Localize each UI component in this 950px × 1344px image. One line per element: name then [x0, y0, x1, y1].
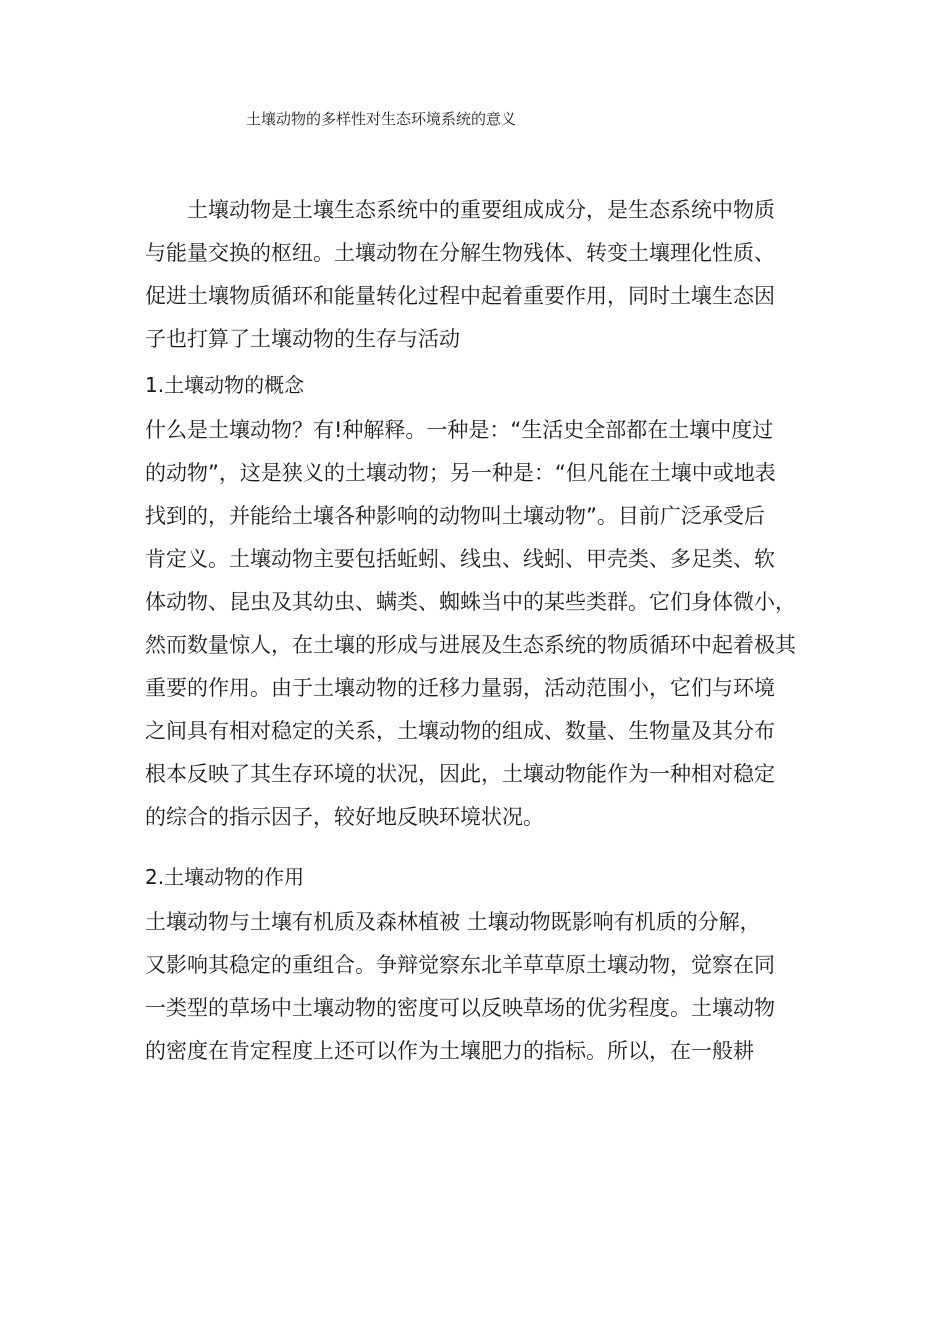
paragraph-line: 什么是土壤动物？有!种解释。一种是：“生活史全部都在土壤中度过 [145, 418, 774, 442]
paragraph-line: 子也打算了土壤动物的生存与活动 [145, 327, 460, 351]
section-1 [145, 364, 817, 839]
paragraph-line: 又影响其稳定的重组合。争辩觉察东北羊草草原土壤动物，觉察在同 [145, 953, 775, 977]
paragraph-line: 体动物、昆虫及其幼虫、螨类、蜘蛛当中的某些类群。它们身体微小， [145, 590, 796, 614]
paragraph-line: 促进土壤物质循环和能量转化过程中起着重要作用，同时土壤生态因 [145, 284, 775, 308]
paragraph-line: 根本反映了其生存环境的状况，因此，土壤动物能作为一种相对稳定 [145, 762, 775, 786]
paragraph-line: 与能量交换的枢纽。土壤动物在分解生物残体、转变土壤理化性质、 [145, 241, 775, 265]
paragraph-line: 土壤动物是土壤生态系统中的重要组成成分，是生态系统中物质 [187, 198, 775, 222]
document-title: 土壤动物的多样性对生态环境系统的意义 [246, 110, 517, 128]
paragraph-line: 然而数量惊人，在土壤的形成与进展及生态系统的物质循环中起着极其 [145, 633, 796, 657]
paragraph-line: 肯定义。土壤动物主要包括蚯蚓、线虫、线蚓、甲壳类、多足类、软 [145, 547, 775, 571]
section-1-heading: 1.土壤动物的概念 [145, 373, 305, 397]
paragraph-line: 一类型的草场中土壤动物的密度可以反映草场的优劣程度。土壤动物 [145, 996, 775, 1020]
paragraph-line: 的密度在肯定程度上还可以作为土壤肥力的指标。所以，在一般耕 [145, 1039, 754, 1063]
paragraph-line: 的动物”，这是狭义的土壤动物；另一种是：“但凡能在土壤中或地表 [145, 461, 776, 485]
paragraph-line: 重要的作用。由于土壤动物的迁移力量弱，活动范围小，它们与环境 [145, 676, 775, 700]
paragraph-line: 的综合的指示因子，较好地反映环境状况。 [145, 805, 544, 829]
intro-paragraph [145, 189, 817, 361]
paragraph-line: 找到的，并能给土壤各种影响的动物叫土壤动物”。目前广泛承受后 [145, 504, 765, 528]
section-2 [145, 856, 817, 1073]
paragraph-line: 之间具有相对稳定的关系，土壤动物的组成、数量、生物量及其分布 [145, 719, 775, 743]
paragraph-line: 土壤动物与土壤有机质及森林植被 土壤动物既影响有机质的分解， [145, 910, 761, 934]
section-2-heading: 2.土壤动物的作用 [145, 865, 305, 889]
